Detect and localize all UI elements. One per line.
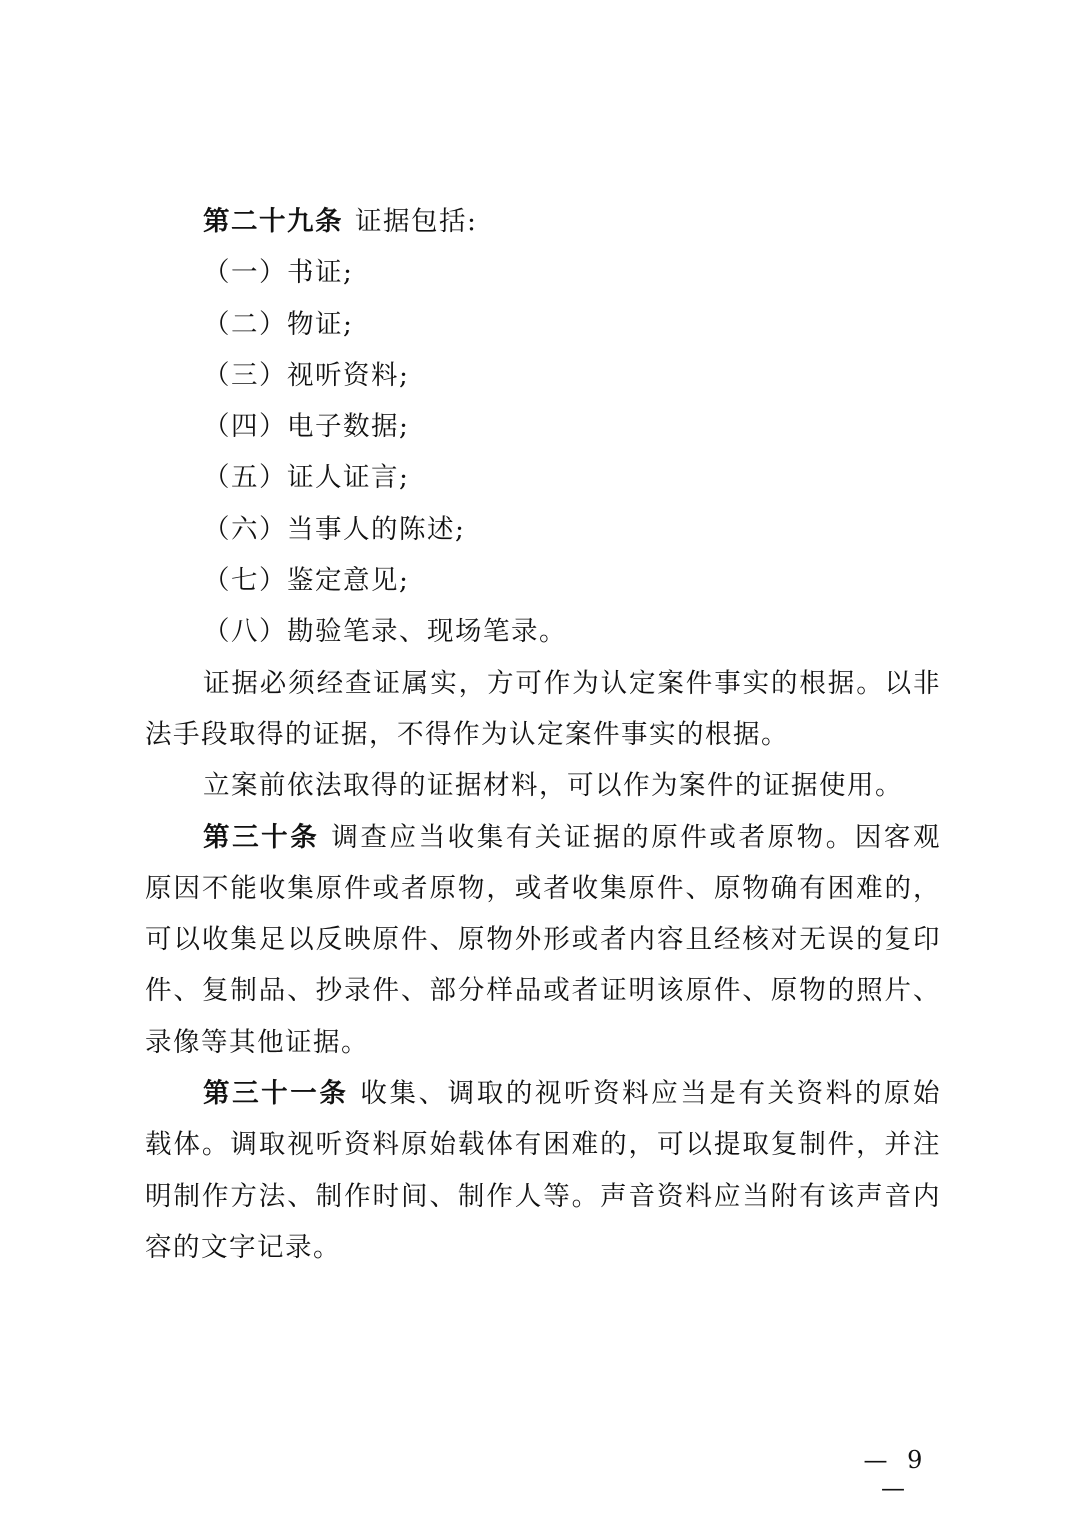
paragraph-text: 调查应当收集有关证据的原件或者原物。因客观原因不能收集原件或者原物，或者收集原件、原物确有困难的，可以收集足以反映原件、原物外形或者内容且经核对无误的复印件、复制品、抄录件、部分样品或者证明该原件、原物的照片、录像等其他证据。 [145, 821, 942, 1058]
list-item: （七）鉴定意见; [203, 565, 410, 597]
article-29-intro [145, 196, 941, 247]
list-item: （三）视听资料; [203, 359, 410, 391]
article-heading: 第二十九条 [203, 206, 343, 237]
list-item: （二）物证; [203, 308, 354, 340]
document-body [145, 196, 941, 1273]
list-item: （四）电子数据; [203, 411, 410, 443]
article-30 [145, 812, 941, 1068]
paragraph-text: 收集、调取的视听资料应当是有关资料的原始载体。调取视听资料原始载体有困难的，可以提取复制件，并注明制作方法、制作时间、制作人等。声音资料应当附有该声音内容的文字记录。 [145, 1078, 942, 1263]
article-31 [145, 1068, 941, 1273]
paragraph-text: 立案前依法取得的证据材料，可以作为案件的证据使用。 [203, 770, 903, 802]
paragraph [145, 760, 941, 811]
article-heading: 第三十条 [203, 821, 320, 853]
list-item: （六）当事人的陈述; [203, 513, 466, 545]
article-heading: 第三十一条 [203, 1078, 349, 1110]
list-item: （五）证人证言; [203, 462, 410, 494]
paragraph-text: 证据包括: [355, 206, 478, 237]
paragraph-text: 证据必须经查证属实，方可作为认定案件事实的根据。以非法手段取得的证据，不得作为认定案件事实的根据。 [145, 667, 941, 750]
page-number: — 9 — [863, 1446, 929, 1502]
paragraph [145, 658, 941, 761]
list-item: （八）勘验笔录、现场笔录。 [203, 616, 567, 648]
list-item: （一）书证; [203, 257, 354, 289]
